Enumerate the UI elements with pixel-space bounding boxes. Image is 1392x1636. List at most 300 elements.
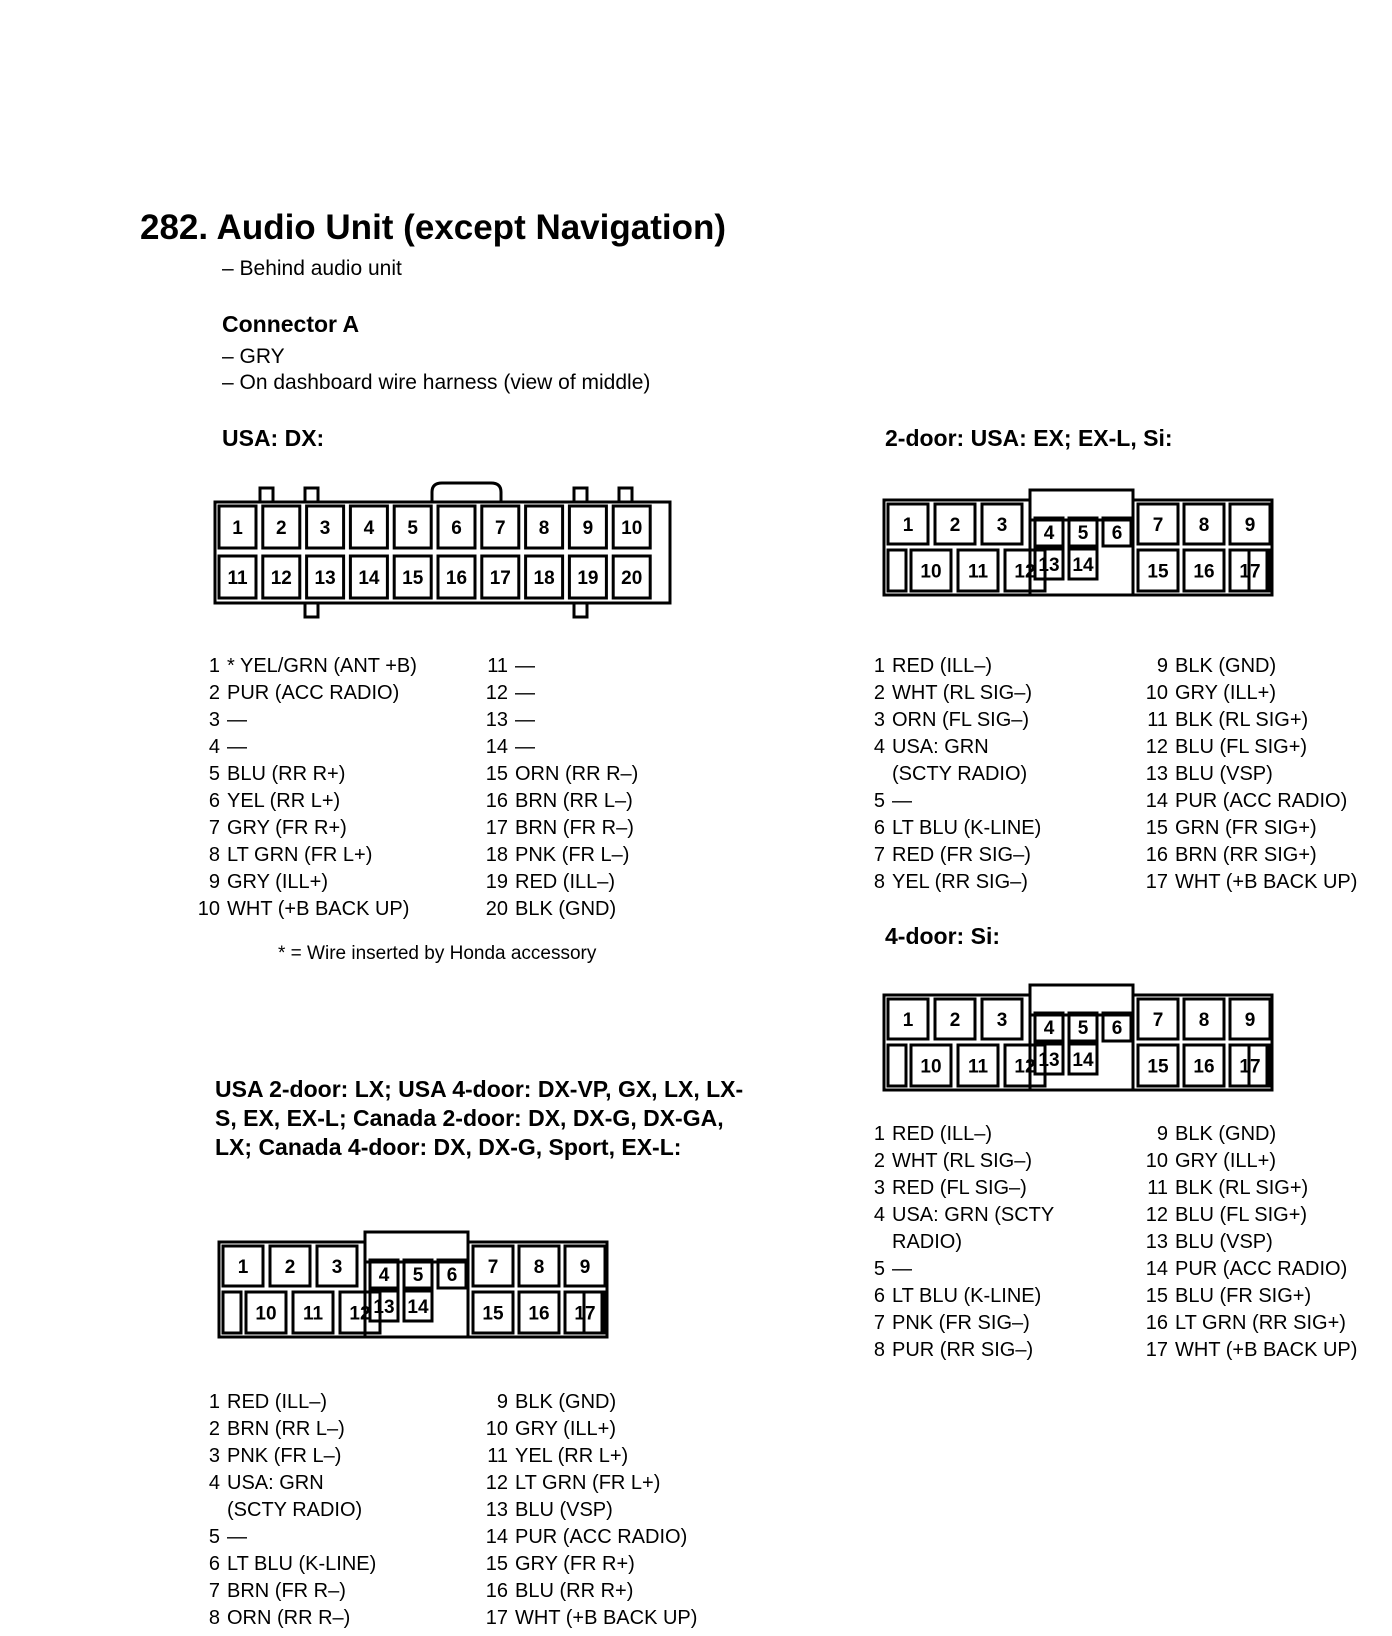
wire-description: GRY (ILL+) bbox=[515, 1418, 616, 1440]
pin-number: 5 bbox=[412, 1265, 424, 1286]
pin-number: 15 bbox=[482, 1303, 504, 1325]
wire-description: LT GRN (FR L+) bbox=[515, 1472, 661, 1494]
pin-number: 6 bbox=[1111, 1018, 1123, 1039]
wire-pin-number: 4 bbox=[208, 1472, 220, 1494]
wire-pin-number: 3 bbox=[208, 709, 220, 731]
pin-7 bbox=[1138, 999, 1178, 1039]
wire-description: — bbox=[227, 1526, 247, 1548]
pin-number: 19 bbox=[577, 568, 599, 589]
wire-description: GRY (FR R+) bbox=[227, 817, 347, 839]
wire-description: GRY (ILL+) bbox=[1175, 682, 1276, 704]
pin-20 bbox=[613, 556, 650, 598]
wire-description: ORN (RR R–) bbox=[227, 1607, 351, 1629]
wire-entry bbox=[190, 1605, 376, 1632]
pin-13 bbox=[370, 1291, 398, 1321]
pin-number: 12 bbox=[1014, 561, 1036, 583]
wire-pin-number: 12 bbox=[1145, 736, 1168, 758]
pin-number: 20 bbox=[621, 568, 643, 589]
wire-pin-number: 13 bbox=[485, 709, 508, 731]
wire-pin-number: 4 bbox=[873, 1204, 885, 1226]
pin-number: 14 bbox=[358, 568, 380, 589]
pin-10 bbox=[613, 506, 650, 548]
wire-pin-number: 17 bbox=[485, 1607, 508, 1629]
wire-description: LT BLU (K-LINE) bbox=[892, 817, 1042, 839]
pin-11 bbox=[293, 1292, 333, 1333]
pin-number: 7 bbox=[495, 518, 506, 539]
wire-entry bbox=[478, 1416, 697, 1443]
door2-ex-heading: 2-door: USA: EX; EX-L, Si: bbox=[885, 425, 1173, 451]
wire-entry bbox=[1138, 869, 1357, 896]
wire-description: YEL (RR SIG–) bbox=[892, 871, 1028, 893]
pin- bbox=[888, 1045, 906, 1086]
wire-pin-number: 9 bbox=[208, 871, 220, 893]
pin-4 bbox=[1035, 518, 1063, 546]
pin-8 bbox=[526, 506, 563, 548]
pin-2 bbox=[935, 504, 975, 544]
pin-number: 8 bbox=[538, 518, 550, 539]
pin-number: 16 bbox=[1193, 561, 1215, 583]
pin-6 bbox=[1103, 1013, 1131, 1041]
wire-description: — bbox=[892, 1258, 912, 1280]
pin-number: 11 bbox=[302, 1303, 324, 1325]
wire-pin-number: 2 bbox=[208, 1418, 220, 1440]
wire-entry bbox=[1138, 1337, 1357, 1364]
wire-description: BLU (RR R+) bbox=[515, 1580, 634, 1602]
pin-10 bbox=[246, 1292, 286, 1333]
wire-entry bbox=[190, 1443, 376, 1470]
connector-latch bbox=[1030, 490, 1133, 520]
wire-entry bbox=[478, 734, 638, 761]
wire-description: USA: GRN (SCTY RADIO) bbox=[227, 1472, 363, 1521]
wire-pin-number: 12 bbox=[485, 682, 508, 704]
pin-number: 9 bbox=[582, 518, 594, 539]
wire-pin-number: 15 bbox=[485, 1553, 508, 1575]
wire-description: BLK (RL SIG+) bbox=[1175, 1177, 1309, 1199]
pin-number: 13 bbox=[1038, 1050, 1060, 1071]
wire-description: WHT (+B BACK UP) bbox=[1175, 871, 1358, 893]
wire-description: — bbox=[515, 682, 535, 704]
pin-number: 1 bbox=[902, 515, 914, 536]
wire-entry bbox=[855, 788, 1041, 815]
wire-description: PUR (ACC RADIO) bbox=[1175, 790, 1348, 812]
wire-entry bbox=[1138, 1229, 1357, 1256]
pin-number: 2 bbox=[276, 518, 287, 539]
pin-number: 4 bbox=[378, 1265, 390, 1286]
pin-2 bbox=[270, 1246, 310, 1286]
pin-1 bbox=[223, 1246, 263, 1286]
pin-15 bbox=[394, 556, 431, 598]
pin-10 bbox=[911, 1045, 951, 1086]
wire-entry bbox=[1138, 761, 1357, 788]
pin-7 bbox=[473, 1246, 513, 1286]
connector-20pin-diagram bbox=[210, 480, 670, 620]
wire-description: BLK (RL SIG+) bbox=[1175, 709, 1309, 731]
pin-4 bbox=[370, 1260, 398, 1288]
pin-3 bbox=[982, 504, 1022, 544]
wire-pin-number: 7 bbox=[873, 1312, 885, 1334]
connector-latch bbox=[365, 1232, 468, 1262]
wire-description: — bbox=[892, 790, 912, 812]
pin-number: 15 bbox=[402, 568, 424, 589]
wire-pin-number: 16 bbox=[1145, 844, 1168, 866]
wire-description: YEL (RR L+) bbox=[515, 1445, 629, 1467]
pin-number: 7 bbox=[487, 1257, 499, 1278]
wire-description: WHT (+B BACK UP) bbox=[227, 898, 410, 920]
footnote: * = Wire inserted by Honda accessory bbox=[278, 943, 597, 964]
pin-6 bbox=[1103, 518, 1131, 546]
wire-pin-number: 5 bbox=[208, 1526, 220, 1548]
wire-pin-number: 5 bbox=[873, 1258, 885, 1280]
wire-description: BLU (FL SIG+) bbox=[1175, 1204, 1308, 1226]
pin-15 bbox=[473, 1292, 513, 1333]
pin-number: 14 bbox=[407, 1297, 429, 1318]
pin-number: 6 bbox=[451, 518, 462, 539]
pin-number: 2 bbox=[284, 1257, 296, 1278]
wire-pin-number: 14 bbox=[485, 1526, 508, 1548]
wire-description: — bbox=[515, 655, 535, 677]
wire-description: PUR (ACC RADIO) bbox=[1175, 1258, 1348, 1280]
usa-lx-wires-left bbox=[190, 1389, 376, 1632]
wire-pin-number: 1 bbox=[873, 1123, 885, 1145]
wire-pin-number: 15 bbox=[485, 763, 508, 785]
connector-latch bbox=[1030, 985, 1133, 1015]
wire-entry bbox=[190, 1578, 376, 1605]
pin-number: 5 bbox=[407, 518, 418, 539]
pin-number: 6 bbox=[1111, 523, 1123, 544]
wire-entry bbox=[1138, 1121, 1357, 1148]
connector-latch bbox=[432, 483, 501, 502]
wire-entry bbox=[855, 1337, 1054, 1364]
connector-17pin-diagram-4door bbox=[880, 985, 1300, 1105]
pin-number: 12 bbox=[349, 1303, 371, 1325]
pin-number: 3 bbox=[996, 515, 1008, 536]
wire-description: YEL (RR L+) bbox=[227, 790, 341, 812]
usa-lx-wires-right bbox=[478, 1389, 697, 1632]
pin-5 bbox=[1069, 518, 1097, 546]
wire-entry bbox=[1138, 707, 1357, 734]
wire-entry bbox=[855, 815, 1041, 842]
wire-entry bbox=[190, 1524, 376, 1551]
pin-3 bbox=[982, 999, 1022, 1039]
usa-dx-wires-left bbox=[190, 653, 417, 923]
pin-number: 11 bbox=[227, 568, 248, 589]
wire-pin-number: 11 bbox=[1147, 709, 1168, 731]
pin- bbox=[223, 1292, 241, 1333]
wire-entry bbox=[855, 1175, 1054, 1202]
page-title: 282. Audio Unit (except Navigation) bbox=[140, 208, 727, 247]
wire-entry bbox=[478, 842, 638, 869]
wire-pin-number: 19 bbox=[485, 871, 508, 893]
wire-description: WHT (+B BACK UP) bbox=[515, 1607, 698, 1629]
wire-description: ORN (RR R–) bbox=[515, 763, 639, 785]
pin-number: 11 bbox=[967, 561, 989, 583]
wire-entry bbox=[190, 707, 417, 734]
wire-pin-number: 8 bbox=[208, 1607, 220, 1629]
pin-5 bbox=[394, 506, 431, 548]
pin- bbox=[888, 550, 906, 591]
pin-number: 8 bbox=[1198, 515, 1210, 536]
pin-number: 4 bbox=[363, 518, 375, 539]
wire-entry bbox=[855, 1256, 1054, 1283]
wire-entry bbox=[478, 788, 638, 815]
wire-entry bbox=[855, 680, 1041, 707]
pin-number: 3 bbox=[996, 1010, 1008, 1031]
wire-pin-number: 1 bbox=[208, 1391, 220, 1413]
pin-number: 2 bbox=[949, 515, 961, 536]
wire-entry bbox=[1138, 1256, 1357, 1283]
wire-pin-number: 3 bbox=[208, 1445, 220, 1467]
pin-cells bbox=[888, 504, 1270, 591]
pin-cells bbox=[223, 1246, 605, 1333]
wire-entry bbox=[478, 1443, 697, 1470]
pin-number: 4 bbox=[1043, 523, 1055, 544]
wire-pin-number: 10 bbox=[1145, 682, 1168, 704]
pin-number: 5 bbox=[1077, 1018, 1089, 1039]
wire-entry bbox=[1138, 815, 1357, 842]
pin-14 bbox=[1069, 1044, 1097, 1074]
wire-pin-number: 12 bbox=[1145, 1204, 1168, 1226]
wire-pin-number: 13 bbox=[485, 1499, 508, 1521]
wire-entry bbox=[190, 734, 417, 761]
wire-pin-number: 9 bbox=[1156, 1123, 1168, 1145]
wire-entry bbox=[190, 1470, 376, 1524]
pin-number: 14 bbox=[1072, 1050, 1094, 1071]
wire-entry bbox=[855, 707, 1041, 734]
wire-entry bbox=[190, 653, 417, 680]
pin-number: 3 bbox=[331, 1257, 343, 1278]
pin-number: 3 bbox=[319, 518, 331, 539]
wire-pin-number: 11 bbox=[487, 655, 508, 677]
wire-description: PNK (FR L–) bbox=[515, 844, 630, 866]
wire-entry bbox=[855, 1121, 1054, 1148]
wire-entry bbox=[478, 761, 638, 788]
wire-description: RED (ILL–) bbox=[892, 655, 993, 677]
pin-number: 10 bbox=[920, 1056, 942, 1078]
wire-entry bbox=[190, 815, 417, 842]
wire-description: BLK (GND) bbox=[1175, 1123, 1277, 1145]
wire-entry bbox=[1138, 734, 1357, 761]
connector-tab bbox=[305, 603, 318, 617]
wire-pin-number: 3 bbox=[873, 1177, 885, 1199]
wire-entry bbox=[190, 788, 417, 815]
wire-description: ORN (FL SIG–) bbox=[892, 709, 1030, 731]
wire-pin-number: 7 bbox=[873, 844, 885, 866]
pin-7 bbox=[1138, 504, 1178, 544]
wire-entry bbox=[1138, 1148, 1357, 1175]
connector-title: Connector A bbox=[222, 311, 360, 337]
wire-description: GRY (ILL+) bbox=[227, 871, 328, 893]
wire-entry bbox=[478, 1605, 697, 1632]
pin-19 bbox=[569, 556, 606, 598]
pin-number: 9 bbox=[1244, 515, 1256, 536]
wire-pin-number: 5 bbox=[208, 763, 220, 785]
wire-description: — bbox=[227, 736, 247, 758]
wire-description: BRN (FR R–) bbox=[515, 817, 634, 839]
wire-description: BLU (VSP) bbox=[1175, 1231, 1273, 1253]
wire-pin-number: 14 bbox=[485, 736, 508, 758]
pin-15 bbox=[1138, 550, 1178, 591]
pin-cells bbox=[888, 999, 1270, 1086]
usa-2door-lx-heading: USA 2-door: LX; USA 4-door: DX-VP, GX, LX, LX-S, EX, EX-L; Canada 2-door: DX, DX-G, DX-GA, LX; Canada 4-door: DX, DX-G, Sport, EX-L: bbox=[215, 1076, 744, 1160]
wire-description: RED (FL SIG–) bbox=[892, 1177, 1027, 1199]
pin-13 bbox=[1035, 549, 1063, 579]
wire-description: PUR (RR SIG–) bbox=[892, 1339, 1034, 1361]
door4-si-heading: 4-door: Si: bbox=[885, 923, 1000, 949]
pin-number: 10 bbox=[920, 561, 942, 583]
pin-3 bbox=[307, 506, 344, 548]
wire-entry bbox=[478, 1524, 697, 1551]
wire-entry bbox=[478, 896, 638, 923]
wire-entry bbox=[478, 707, 638, 734]
pin-number: 1 bbox=[237, 1257, 249, 1278]
pin-1 bbox=[888, 999, 928, 1039]
pin-4 bbox=[1035, 1013, 1063, 1041]
wire-pin-number: 15 bbox=[1145, 817, 1168, 839]
wire-pin-number: 11 bbox=[1147, 1177, 1168, 1199]
wire-pin-number: 14 bbox=[1145, 1258, 1168, 1280]
wire-description: GRY (ILL+) bbox=[1175, 1150, 1276, 1172]
pin-number: 18 bbox=[533, 568, 555, 589]
wire-entry bbox=[478, 1551, 697, 1578]
connector-harness-note: – On dashboard wire harness (view of middle) bbox=[222, 371, 651, 394]
wire-entry bbox=[478, 869, 638, 896]
pin-row-top bbox=[219, 506, 650, 548]
pin-6 bbox=[438, 1260, 466, 1288]
pin-number: 12 bbox=[270, 568, 292, 589]
pin-number: 11 bbox=[967, 1056, 989, 1078]
pin-row-bottom bbox=[219, 556, 650, 598]
pin-number: 17 bbox=[1239, 1056, 1261, 1078]
wire-pin-number: 7 bbox=[208, 817, 220, 839]
wire-pin-number: 13 bbox=[1145, 763, 1168, 785]
wire-description: WHT (+B BACK UP) bbox=[1175, 1339, 1358, 1361]
wire-entry bbox=[478, 1578, 697, 1605]
wire-entry bbox=[1138, 1175, 1357, 1202]
connector-17pin-diagram-usa-lx bbox=[215, 1232, 635, 1352]
wire-entry bbox=[190, 761, 417, 788]
wire-description: LT GRN (RR SIG+) bbox=[1175, 1312, 1346, 1334]
pin-number: 7 bbox=[1152, 515, 1164, 536]
pin-13 bbox=[1035, 1044, 1063, 1074]
pin-12 bbox=[263, 556, 300, 598]
wire-entry bbox=[478, 653, 638, 680]
wire-description: BRN (FR R–) bbox=[227, 1580, 346, 1602]
wire-description: — bbox=[515, 736, 535, 758]
wire-pin-number: 12 bbox=[485, 1472, 508, 1494]
pin-5 bbox=[1069, 1013, 1097, 1041]
wire-description: PNK (FR L–) bbox=[227, 1445, 342, 1467]
pin-number: 13 bbox=[314, 568, 336, 589]
wire-description: BLU (FL SIG+) bbox=[1175, 736, 1308, 758]
wire-entry bbox=[190, 869, 417, 896]
pin-number: 17 bbox=[489, 568, 511, 589]
wire-entry bbox=[1138, 1202, 1357, 1229]
door4-wires-left bbox=[855, 1121, 1054, 1364]
pin-number: 16 bbox=[445, 568, 468, 589]
wire-pin-number: 17 bbox=[1145, 1339, 1168, 1361]
pin-17 bbox=[482, 556, 519, 598]
wire-pin-number: 16 bbox=[485, 790, 508, 812]
wire-entry bbox=[1138, 1310, 1357, 1337]
pin-number: 1 bbox=[232, 518, 243, 539]
wire-pin-number: 10 bbox=[485, 1418, 508, 1440]
pin-16 bbox=[438, 556, 475, 598]
wire-description: * YEL/GRN (ANT +B) bbox=[227, 655, 417, 677]
pin-number: 9 bbox=[1244, 1010, 1256, 1031]
connector-color-note: – GRY bbox=[222, 345, 285, 368]
wire-description: WHT (RL SIG–) bbox=[892, 682, 1033, 704]
wire-pin-number: 6 bbox=[873, 817, 885, 839]
wire-description: GRN (FR SIG+) bbox=[1175, 817, 1317, 839]
wire-pin-number: 7 bbox=[208, 1580, 220, 1602]
pin-number: 16 bbox=[528, 1303, 550, 1325]
wire-pin-number: 20 bbox=[485, 898, 508, 920]
pin-13 bbox=[307, 556, 344, 598]
wire-entry bbox=[190, 1551, 376, 1578]
wire-entry bbox=[190, 680, 417, 707]
wire-description: WHT (RL SIG–) bbox=[892, 1150, 1033, 1172]
connector-tab bbox=[305, 488, 318, 502]
pin-number: 8 bbox=[1198, 1010, 1210, 1031]
pin-number: 17 bbox=[574, 1303, 596, 1325]
pin-number: 4 bbox=[1043, 1018, 1055, 1039]
pin-14 bbox=[350, 556, 387, 598]
wire-description: PUR (ACC RADIO) bbox=[515, 1526, 688, 1548]
wire-pin-number: 8 bbox=[873, 871, 885, 893]
pin-11 bbox=[958, 550, 998, 591]
location-note: – Behind audio unit bbox=[222, 257, 402, 280]
wire-entry bbox=[855, 842, 1041, 869]
wire-pin-number: 13 bbox=[1145, 1231, 1168, 1253]
wire-description: BLU (VSP) bbox=[1175, 763, 1273, 785]
pin-14 bbox=[404, 1291, 432, 1321]
wire-entry bbox=[1138, 788, 1357, 815]
wire-entry bbox=[478, 1470, 697, 1497]
pin-number: 8 bbox=[533, 1257, 545, 1278]
pin-number: 10 bbox=[621, 518, 643, 539]
connector-tab bbox=[574, 488, 587, 502]
wire-entry bbox=[190, 1416, 376, 1443]
wire-entry bbox=[478, 680, 638, 707]
pin-number: 12 bbox=[1014, 1056, 1036, 1078]
wire-pin-number: 9 bbox=[1156, 655, 1168, 677]
wire-description: BLK (GND) bbox=[515, 898, 617, 920]
wire-entry bbox=[1138, 680, 1357, 707]
wire-description: GRY (FR R+) bbox=[515, 1553, 635, 1575]
wire-pin-number: 8 bbox=[208, 844, 220, 866]
wire-entry bbox=[855, 869, 1041, 896]
pin-9 bbox=[1230, 999, 1270, 1039]
wire-pin-number: 2 bbox=[873, 682, 885, 704]
wire-description: BRN (RR L–) bbox=[227, 1418, 345, 1440]
wire-pin-number: 11 bbox=[487, 1445, 508, 1467]
pin-18 bbox=[526, 556, 563, 598]
pin-2 bbox=[935, 999, 975, 1039]
wire-description: — bbox=[515, 709, 535, 731]
pin-number: 10 bbox=[255, 1303, 277, 1325]
wire-pin-number: 8 bbox=[873, 1339, 885, 1361]
wire-entry bbox=[855, 653, 1041, 680]
wire-description: LT BLU (K-LINE) bbox=[892, 1285, 1042, 1307]
pin-8 bbox=[519, 1246, 559, 1286]
wire-description: — bbox=[227, 709, 247, 731]
wire-description: BLK (GND) bbox=[1175, 655, 1277, 677]
wire-entry bbox=[478, 1389, 697, 1416]
pin-14 bbox=[1069, 549, 1097, 579]
wire-pin-number: 6 bbox=[208, 790, 220, 812]
connector-tab bbox=[619, 488, 632, 502]
usa-dx-heading: USA: DX: bbox=[222, 425, 325, 451]
